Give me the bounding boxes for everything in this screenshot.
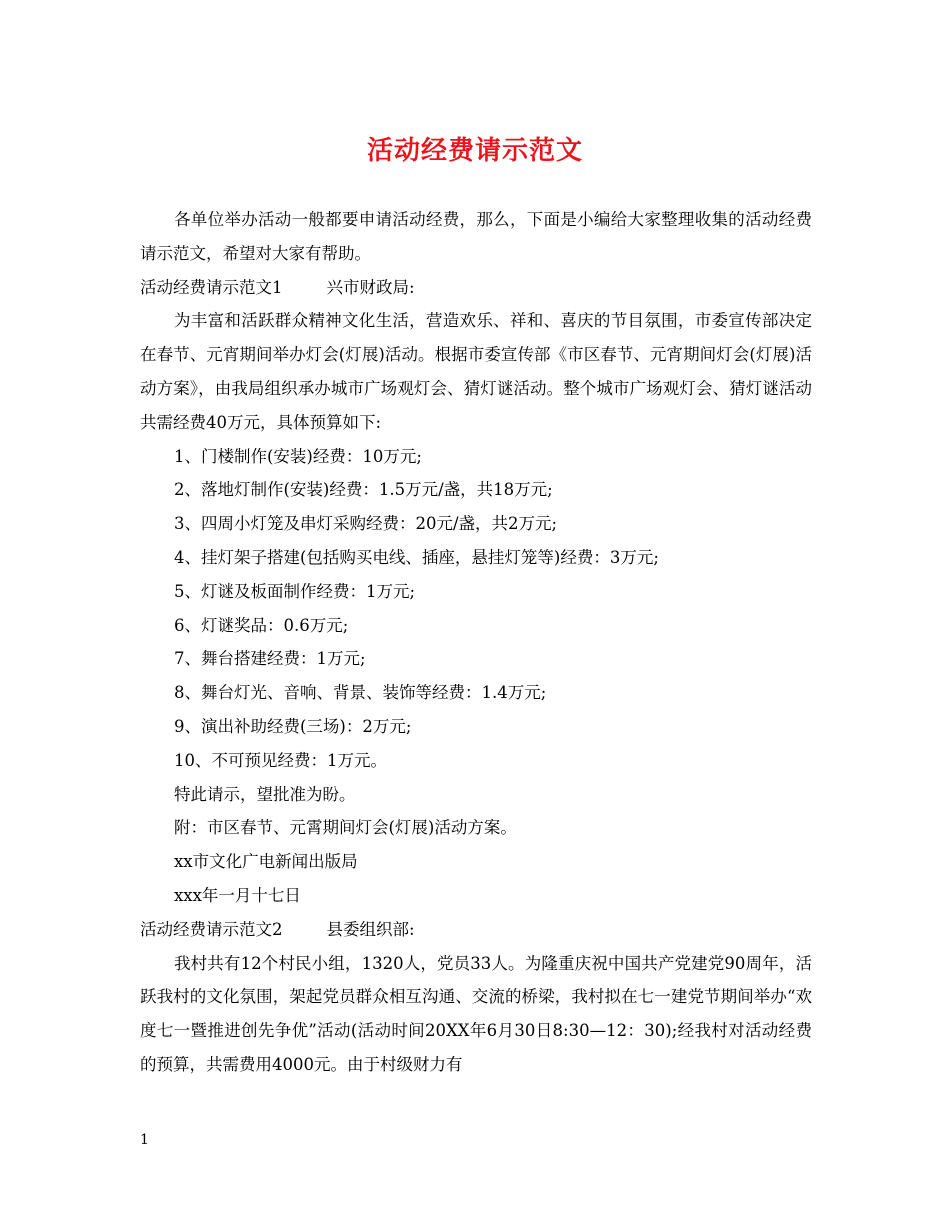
sample2-heading-line [140, 913, 812, 947]
budget-item: 9、演出补助经费(三场)：2万元; [174, 716, 412, 736]
sample1-body-paragraph: 为丰富和活跃群众精神文化生活，营造欢乐、祥和、喜庆的节目氛围，市委宣传部决定在春节、元宵期间举办灯会(灯展)活动。根据市委宣传部《市区春节、元宵期间灯会(灯展)活动方案》，由我局组织承办城市广场观灯会、猜灯谜活动。整个城市广场观灯会、猜灯谜活动共需经费40万元，具体预算如下: [140, 311, 812, 432]
closing-line: 特此请示，望批准为盼。 [174, 784, 356, 804]
budget-item: 7、舞台搭建经费：1万元; [174, 649, 366, 669]
signature-line: xx市文化广电新闻出版局 [174, 852, 358, 872]
document-body [140, 203, 812, 1082]
document-title: 活动经费请示范文 [366, 136, 583, 166]
budget-item: 5、灯谜及板面制作经费：1万元; [174, 581, 416, 601]
budget-item: 4、挂灯架子搭建(包括购买电线、插座，悬挂灯笼等)经费：3万元; [174, 547, 659, 567]
sample2-body-paragraph: 我村共有12个村民小组，1320人，党员33人。为隆重庆祝中国共产党建党90周年，活跃我村的文化氛围，架起党员群众相互沟通、交流的桥梁，我村拟在七一建党节期间举办“欢度七一暨推进创先争优”活动(活动时间20XX年6月30日8:30—12：30);经我村对活动经费的预算，共需费用4000元。由于村级财力有 [140, 953, 812, 1074]
sample2-addressee: 县委组织部: [326, 919, 415, 939]
budget-item: 8、舞台灯光、音响、背景、装饰等经费：1.4万元; [174, 683, 547, 703]
budget-item: 3、四周小灯笼及串灯采购经费：20元/盏，共2万元; [174, 514, 558, 534]
date-line: xxx年一月十七日 [174, 885, 301, 905]
budget-item: 2、落地灯制作(安装)经费：1.5万元/盏，共18万元; [174, 480, 553, 500]
attachment-line: 附：市区春节、元霄期间灯会(灯展)活动方案。 [174, 818, 517, 838]
sample1-heading: 活动经费请示范文1 [140, 277, 283, 297]
intro-paragraph: 各单位举办活动一般都要申请活动经费，那么，下面是小编给大家整理收集的活动经费请示范文，希望对大家有帮助。 [140, 210, 812, 263]
sample2-heading: 活动经费请示范文2 [140, 919, 283, 939]
sample1-heading-line [140, 271, 812, 305]
budget-item: 10、不可预见经费：1万元。 [174, 750, 387, 770]
sample1-addressee: 兴市财政局: [326, 277, 415, 297]
page-number: 1 [140, 1132, 149, 1148]
budget-item: 1、门楼制作(安装)经费：10万元; [174, 446, 422, 466]
budget-item: 6、灯谜奖品：0.6万元; [174, 615, 349, 635]
